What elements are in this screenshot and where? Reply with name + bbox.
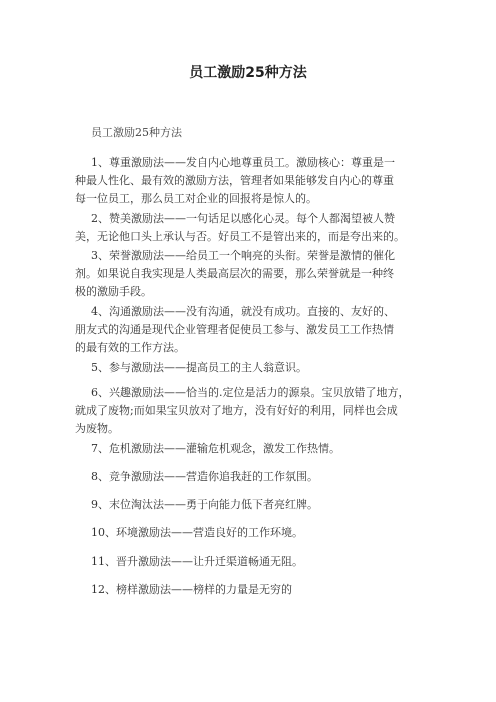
paragraph-12 [75,581,435,599]
paragraph-line: 每一位员工，那么员工对企业的回报将是惊人的。 [75,192,317,205]
paragraph-line: 3、荣誉激励法——给员工一个响亮的头衔。荣誉是激情的催化 [91,249,395,262]
document-title: 员工激励25种方法 [189,65,307,81]
paragraph-10 [75,524,435,542]
paragraph-line: 极的激励手段。 [75,285,152,298]
paragraph-line: 为废物。 [75,422,119,435]
paragraph-line: 就成了废物;而如果宝贝放对了地方，没有好好的利用，同样也会成 [75,404,398,417]
paragraph-4 [75,303,435,357]
paragraph-line: 5、参与激励法——提高员工的主人翁意识。 [91,361,307,374]
paragraph-line: 11、晋升激励法——让升迁渠道畅通无阻。 [91,555,303,568]
paragraph-line: 剂。如果说自我实现是人类最高层次的需要，那么荣誉就是一种终 [75,267,394,280]
paragraph-line: 9、末位淘汰法——勇于向能力低下者亮红牌。 [91,498,318,511]
paragraph-11 [75,553,435,571]
paragraph-line: 美，无论他口头上承认与否。好员工不是管出来的，而是夸出来的。 [75,230,405,243]
paragraph-line: 朋友式的沟通是现代企业管理者促使员工参与、激发员工工作热情 [75,323,394,336]
paragraph-line: 的最有效的工作方法。 [75,341,185,354]
paragraph-line: 12、榜样激励法——榜样的力量是无穷的 [91,583,292,596]
paragraph-3 [75,247,435,301]
paragraph-6 [75,384,435,438]
paragraph-5 [75,359,435,377]
document-subtitle: 员工激励25种方法 [91,126,182,139]
paragraph-line: 10、环境激励法——营造良好的工作环境。 [91,526,303,539]
paragraph-8 [75,468,435,486]
paragraph-line: 种最人性化、最有效的激励方法，管理者如果能够发自内心的尊重 [75,174,394,187]
paragraph-line: 4、沟通激励法——没有沟通，就没有成功。直接的、友好的、 [91,305,395,318]
paragraph-line: 6、兴趣激励法——恰当的.定位是活力的源泉。宝贝放错了地方， [91,386,410,399]
paragraph-1 [75,154,435,208]
paragraph-2 [75,210,435,246]
paragraph-9 [75,496,435,514]
paragraph-line: 1、尊重激励法——发自内心地尊重员工。激励核心：尊重是一 [91,156,395,169]
paragraph-line: 7、危机激励法——灌输危机观念，激发工作热情。 [91,442,340,455]
paragraph-7 [75,440,435,458]
paragraph-line: 8、竞争激励法——营造你追我赶的工作氛围。 [91,470,318,483]
paragraph-line: 2、赞美激励法——一句话足以感化心灵。每个人都渴望被人赞 [91,212,395,225]
